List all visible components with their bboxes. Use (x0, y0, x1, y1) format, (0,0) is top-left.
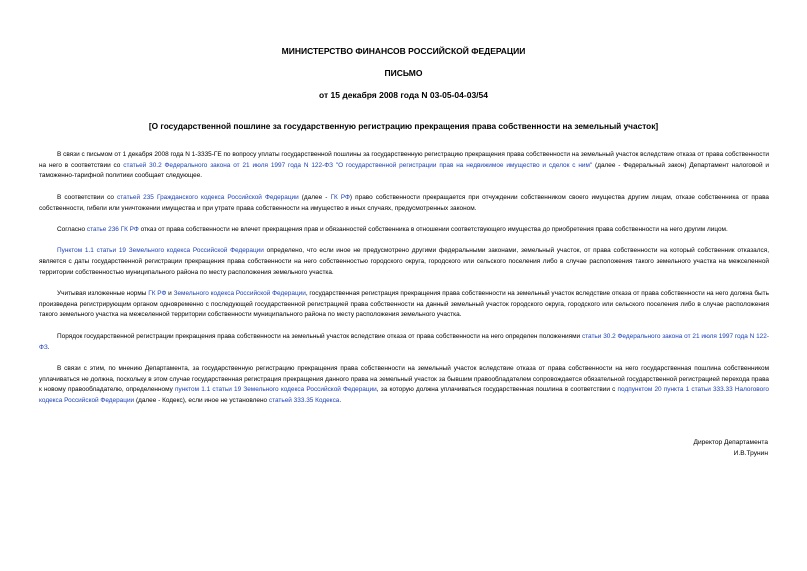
tax-code-article-333-33-link[interactable]: подпунктом 20 пункта 1 статьи 333.33 Налогового кодекса Российской Федерации (39, 386, 769, 405)
document-body (39, 150, 769, 417)
paragraph-text: . (339, 397, 342, 405)
civil-code-article-235-link[interactable]: статьей 235 Гражданского кодекса Российской Федерации (117, 193, 299, 201)
tax-code-article-333-35-link[interactable]: статьей 333.35 Кодекса (268, 397, 340, 405)
civil-code-link[interactable]: ГК РФ (330, 193, 350, 201)
paragraph-text: В связи с этим, по мнению Департамента, за государственную регистрацию прекращения права собственности на земельный участок вследствие отказа от права собственности на него государственная пошлина собственником уплачиваться не должна, поскольку в этом случае государственная регистрация прекращения данного права на земельный участок за бывшим правообладателем сопровождается обязательной государственной регистрацией перехода права к новому правообладателю, определенному (39, 364, 769, 394)
land-code-link[interactable]: Земельного кодекса Российской Федерации (173, 290, 306, 298)
paragraph-text: (далее - Кодекс), если иное не установлено (134, 397, 269, 405)
paragraph-1 (39, 150, 769, 182)
paragraph-4 (39, 246, 769, 278)
civil-code-link[interactable]: ГК РФ (148, 290, 167, 298)
ministry-heading: МИНИСТЕРСТВО ФИНАНСОВ РОССИЙСКОЙ ФЕДЕРАЦИИ (281, 46, 526, 56)
paragraph-text: Учитывая изложенные нормы (57, 290, 149, 298)
paragraph-2 (39, 193, 769, 214)
signatory-position: Директор Департамента (693, 439, 768, 446)
paragraph-text: В соответствии со (57, 193, 118, 201)
paragraph-text: определено, что если иное не предусмотрено другими федеральными законами, земельный участок, от права собственности на который собственник отказался, является с даты государственной регистрации прекращения права собственности на него собственностью городского округа, городского или сельского поселения либо в случае расположения такого земельного участка на межселенной территории собственностью муниципального района по месту расположения земельного участка. (39, 247, 770, 276)
paragraph-3 (39, 225, 769, 236)
document-subject: [О государственной пошлине за государственную регистрацию прекращения права собственности на земельный участок] (148, 121, 659, 131)
paragraph-5 (39, 289, 769, 321)
paragraph-text: отказ от права собственности не влечет прекращения прав и обязанностей собственника в отношении соответствующего имущества до приобретения права собственности на него другим лицом. (138, 225, 728, 233)
paragraph-text: (далее - (298, 193, 331, 201)
paragraph-text: , государственная регистрация прекращения права собственности на земельный участок вследствие отказа от права собственности на него должна быть произведена регистрирующим органом одновременно с последующей государственной регистрацией права собственности на данный земельный участок городского округа, городского или сельского поселения либо в случае расположения такого земельного участка на межселенной территории собственности муниципального района по месту расположения земельного участка. (39, 290, 769, 319)
paragraph-text: Согласно (57, 225, 87, 233)
law-122-fz-article-30-2-link[interactable]: статьей 30.2 Федерального закона от 21 июля 1997 года N 122-ФЗ "О государственной регистрации прав на недвижимое имущество и сделок с ним" (123, 161, 593, 169)
paragraph-text: и (166, 290, 174, 298)
document-type-heading: ПИСЬМО (384, 68, 423, 78)
paragraph-text: (далее - Федеральный закон) Департамент налоговой и таможенно-тарифной политики сообщает следующее. (39, 161, 769, 180)
paragraph-text: , за которую должна уплачиваться государственная пошлина в соответствии с (376, 386, 618, 394)
land-code-article-19-link[interactable]: Пунктом 1.1 статьи 19 Земельного кодекса Российской Федерации (57, 247, 264, 255)
document-date-number: от 15 декабря 2008 года N 03-05-04-03/54 (319, 90, 488, 100)
paragraph-text: В связи с письмом от 1 декабря 2008 года N 1-3335-ГЕ по вопросу уплаты государственной пошлины за государственную регистрацию прекращения права собственности на земельный участок вследствие отказа от права собственности на него в соответствии со (39, 151, 769, 169)
law-122-fz-article-30-2-link[interactable]: статьи 30.2 Федерального закона от 21 июля 1997 года N 122-ФЗ (39, 332, 769, 351)
paragraph-text: Порядок государственной регистрации прекращения права собственности на земельный участок вследствие отказа от права собственности на него определен положениями (57, 332, 582, 340)
paragraph-text: ) право собственности прекращается при отчуждении собственником своего имущества другим лицам, отказе собственника от права собственности, гибели или уничтожении имущества и при утрате права собственности на имущество в иных случаях, предусмотренных законом. (39, 193, 769, 212)
land-code-article-19-link[interactable]: пунктом 1.1 статьи 19 Земельного кодекса Российской Федерации (175, 386, 377, 394)
paragraph-7 (39, 364, 769, 407)
paragraph-text: . (47, 343, 50, 351)
signatory-name: И.В.Трунин (733, 450, 768, 457)
paragraph-6 (39, 332, 769, 353)
civil-code-article-236-link[interactable]: статье 236 ГК РФ (86, 225, 139, 233)
